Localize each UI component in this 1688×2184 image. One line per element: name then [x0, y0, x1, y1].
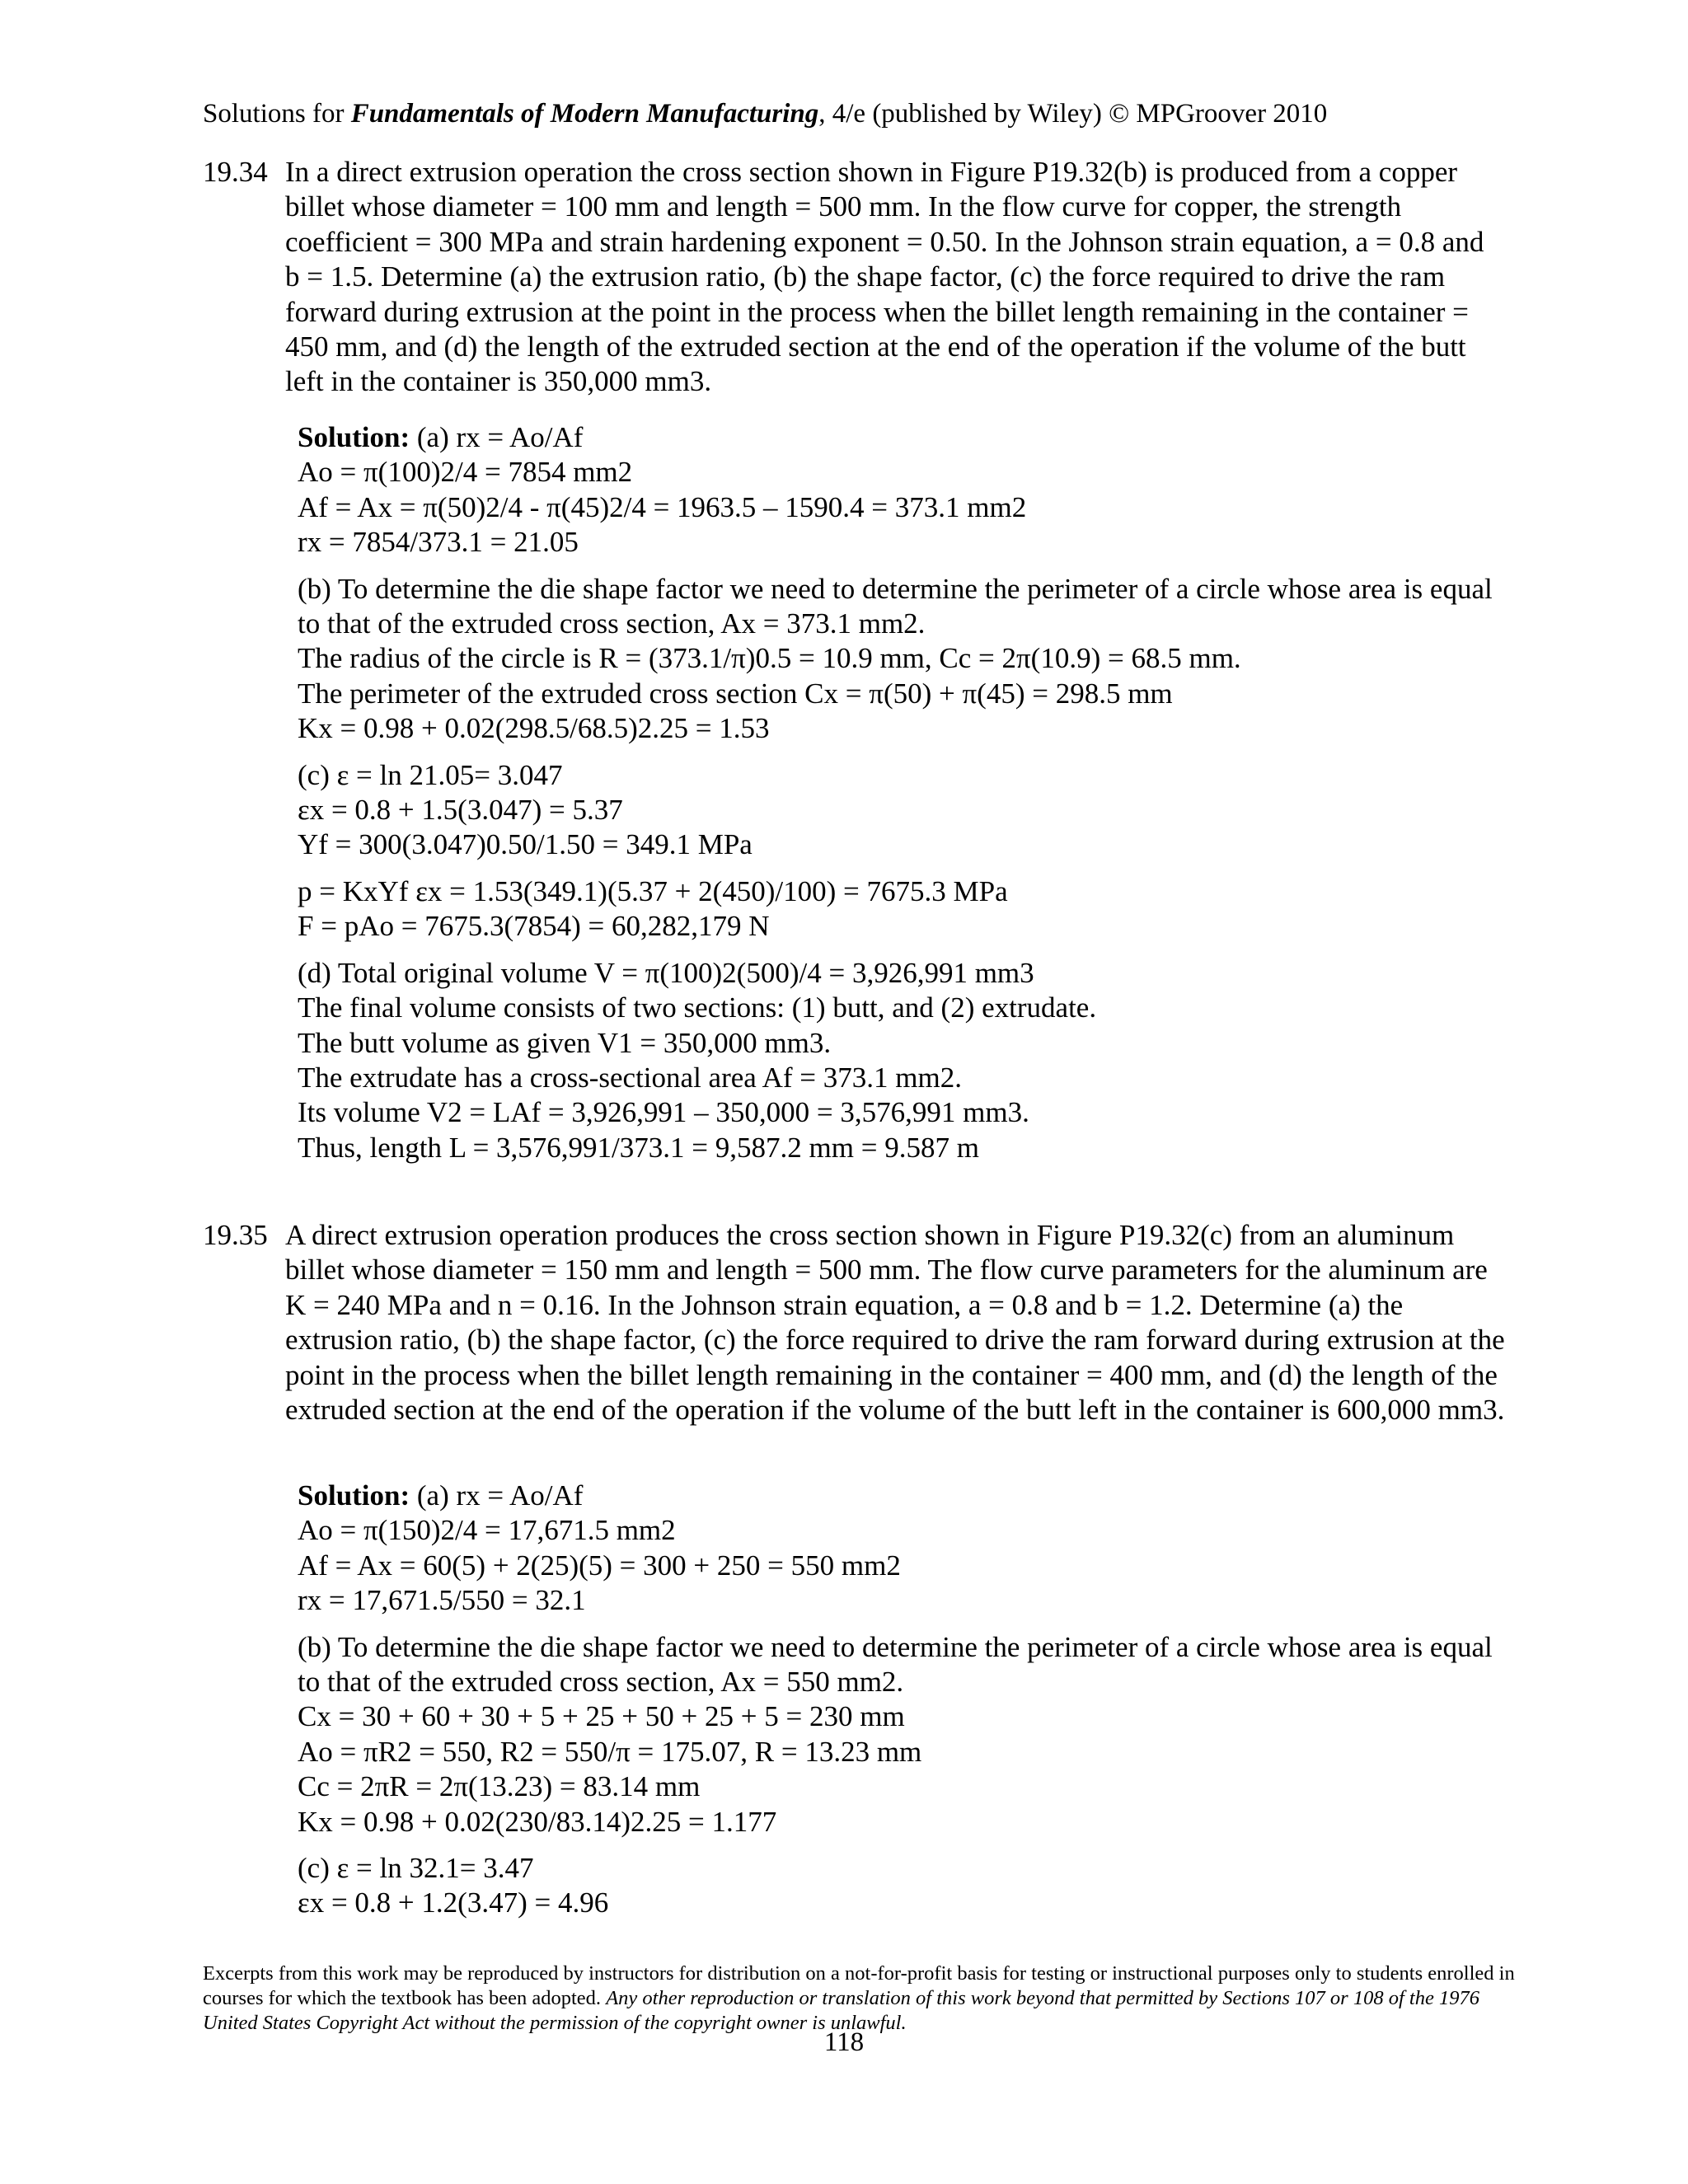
problem-number: 19.34 — [203, 156, 268, 188]
header-prefix: Solutions for — [203, 99, 351, 129]
eq-1934-c2: εx = 0.8 + 1.5(3.047) = 5.37 — [298, 794, 623, 827]
solution-19-35 — [298, 1479, 1501, 1921]
eq-1935-a2: Ao = π(150)2/4 = 17,671.5 mm2 — [298, 1514, 676, 1547]
eq-1934-b3: The perimeter of the extruded cross section Cx = π(50) + π(45) = 298.5 mm — [298, 677, 1173, 710]
eq-1935-b4: Cc = 2πR = 2π(13.23) = 83.14 mm — [298, 1770, 701, 1803]
eq-1934-d6: Thus, length L = 3,576,991/373.1 = 9,587.2 mm = 9.587 m — [298, 1131, 979, 1164]
eq-1934-c5: F = pAo = 7675.3(7854) = 60,282,179 N — [298, 910, 770, 943]
eq-1934-d3: The butt volume as given V1 = 350,000 mm3. — [298, 1026, 832, 1059]
solution-label: Solution — [298, 421, 401, 453]
eq-1934-d5: Its volume V2 = LAf = 3,926,991 – 350,000 = 3,576,991 mm3. — [298, 1096, 1029, 1129]
footer-plain: Excerpts from this work may be reproduced by instructors for distribution on a not-for-profit basis for testing or instructional purposes only to students enrolled in courses for which the textbook has been adopted. — [203, 1962, 1515, 2009]
copyright-footer — [203, 1961, 1522, 2036]
eq-1934-c3: Yf = 300(3.047)0.50/1.50 = 349.1 MPa — [298, 828, 753, 861]
eq-1935-b2: Cx = 30 + 60 + 30 + 5 + 25 + 50 + 25 + 5 = 230 mm — [298, 1700, 905, 1733]
problem-statement: In a direct extrusion operation the cross section shown in Figure P19.32(b) is produced from a copper billet whose diameter = 100 mm and length = 500 mm. In the flow curve for copper, the strength coefficient = 300 MPa and strain hardening exponent = 0.50. In the Johnson strain equation, a = 0.8 and b = 1.5. Determine (a) the extrusion ratio, (b) the shape factor, (c) the force required to drive the ram forward during extrusion at the point in the process when the billet length remaining in the container = 450 mm, and (d) the length of the extruded section at the end of the operation if the volume of the butt left in the container is 350,000 mm3. — [285, 156, 1484, 398]
eq-1934-a3: Af = Ax = π(50)2/4 - π(45)2/4 = 1963.5 – 1590.4 = 373.1 mm2 — [298, 490, 1027, 523]
eq-1934-d4: The extrudate has a cross-sectional area Af = 373.1 mm2. — [298, 1061, 962, 1094]
eq-1935-c2: εx = 0.8 + 1.2(3.47) = 4.96 — [298, 1886, 609, 1919]
eq-1935-b3: Ao = πR2 = 550, R2 = 550/π = 175.07, R = 13.23 mm — [298, 1735, 922, 1768]
eq-1934-d2: The final volume consists of two sections: (1) butt, and (2) extrudate. — [298, 991, 1097, 1024]
eq-1935-b5: Kx = 0.98 + 0.02(230/83.14)2.25 = 1.177 — [298, 1805, 777, 1838]
problem-statement: A direct extrusion operation produces the cross section shown in Figure P19.32(c) from an aluminum billet whose diameter = 150 mm and length = 500 mm. The flow curve parameters for the aluminum are K = 240 MPa and n = 0.16. In the Johnson strain equation, a = 0.8 and b = 1.2. Determine (a) the extrusion ratio, (b) the shape factor, (c) the force required to drive the ram forward during extrusion at the point in the process when the billet length remaining in the container = 400 mm, and (d) the length of the extruded section at the end of the operation if the volume of the butt left in the container is 600,000 mm3. — [285, 1219, 1505, 1427]
eq-1934-a4: rx = 7854/373.1 = 21.05 — [298, 526, 579, 559]
problem-19-34 — [203, 155, 1505, 400]
solution-label: Solution — [298, 1479, 401, 1511]
eq-1934-a2: Ao = π(100)2/4 = 7854 mm2 — [298, 456, 633, 489]
header-suffix: , 4/e (published by Wiley) © MPGroover 2010 — [818, 99, 1328, 129]
problem-number: 19.35 — [203, 1219, 268, 1251]
eq-1934-b1: (b) To determine the die shape factor we need to determine the perimeter of a circle whose area is equal to that of the extruded cross section, Ax = 373.1 mm2. — [298, 572, 1493, 640]
eq-1935-a4: rx = 17,671.5/550 = 32.1 — [298, 1584, 586, 1617]
book-title: Fundamentals of Modern Manufacturing — [350, 99, 819, 129]
eq-1934-b4: Kx = 0.98 + 0.02(298.5/68.5)2.25 = 1.53 — [298, 712, 770, 745]
eq-1934-c1: (c) ε = ln 21.05= 3.047 — [298, 758, 563, 791]
eq-1934-c4: p = KxYf εx = 1.53(349.1)(5.37 + 2(450)/100) = 7675.3 MPa — [298, 874, 1008, 907]
solution-19-34 — [298, 420, 1501, 1165]
eq-1935-b1: (b) To determine the die shape factor we need to determine the perimeter of a circle whose area is equal to that of the extruded cross section, Ax = 550 mm2. — [298, 1630, 1493, 1699]
eq-1934-d1: (d) Total original volume V = π(100)2(500)/4 = 3,926,991 mm3 — [298, 956, 1034, 989]
eq-1935-a3: Af = Ax = 60(5) + 2(25)(5) = 300 + 250 = 550 mm2 — [298, 1549, 901, 1582]
eq-1935-a1: (a) rx = Ao/Af — [416, 1479, 584, 1511]
footer-italic: Any other reproduction or translation of this work beyond that permitted by Sections 107 or 108 of the 1976 United States Copyright Act without the permission of the copyright owner is unlawful. — [203, 1987, 1479, 2034]
page-number: 118 — [823, 2027, 865, 2057]
solution-a-line-1: Solution: (a) rx = Ao/Af — [298, 421, 584, 453]
eq-1934-a1: (a) rx = Ao/Af — [416, 421, 584, 453]
eq-1935-c1: (c) ε = ln 32.1= 3.47 — [298, 1852, 534, 1885]
page-header — [203, 97, 1522, 130]
solution-a-line-1: Solution: (a) rx = Ao/Af — [298, 1479, 584, 1511]
eq-1934-b2: The radius of the circle is R = (373.1/π)0.5 = 10.9 mm, Cc = 2π(10.9) = 68.5 mm. — [298, 642, 1241, 675]
problem-19-35 — [203, 1218, 1505, 1427]
